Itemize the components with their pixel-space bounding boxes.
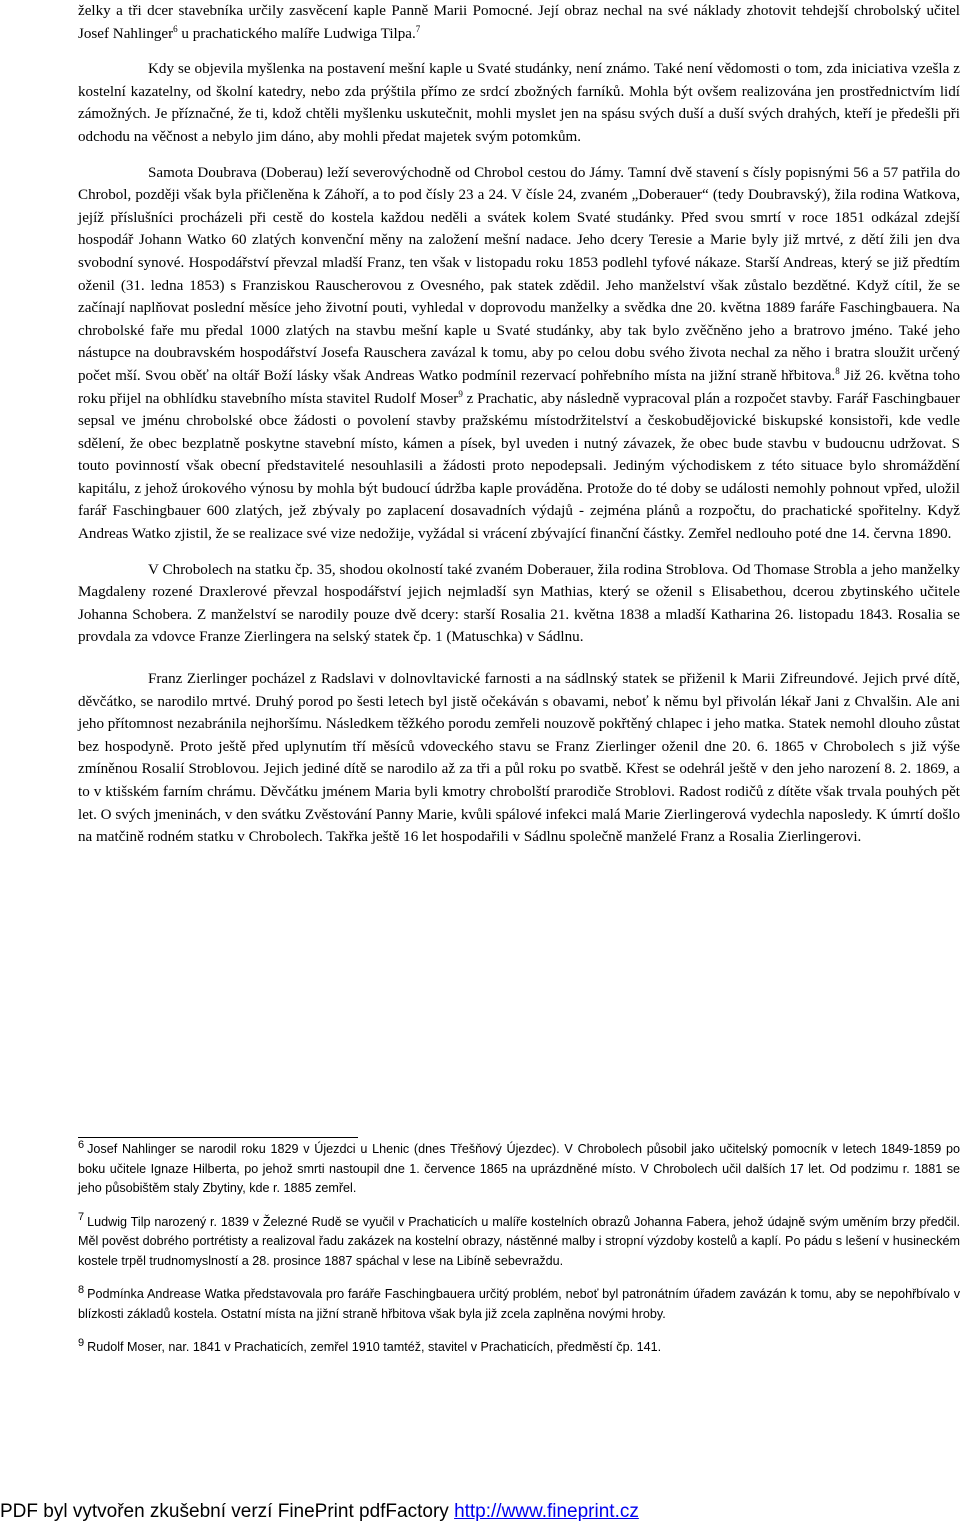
paragraph-3-text-mid: Již 26. května toho roku přijel na obhlídku stavebního místa stavitel Rudolf Moser bbox=[78, 367, 960, 407]
footnote-9 bbox=[78, 1338, 960, 1358]
footnote-text: Podmínka Andrease Watka představovala pro faráře Faschingbauera určitý problém, neboť byl patronátním úřadem zavázán k tomu, aby se nepohřbívalo v blízkosti základů kostela. Ostatní místa na jižní straně hřbitova však byla již zcela zaplněna novými hroby. bbox=[78, 1287, 960, 1321]
footnote-text: Ludwig Tilp narozený r. 1839 v Železné Rudě se vyučil v Prachaticích u malíře kostelních obrazů Johanna Fabera, jehož údajně svým uměním brzy předčil. Měl pověst dobrého portrétisty a realizoval řadu zakázek na kostelní obrazy, nástěnné malby i stropní výzdoby kostelů a kaplí. Po pádu s lešení v husineckém kostele trpěl trudnomyslností a 28. prosince 1887 spáchal v lese na Libíně sebevraždu. bbox=[78, 1214, 960, 1268]
pdf-footer bbox=[0, 1500, 960, 1524]
footnote-7 bbox=[78, 1213, 960, 1272]
paragraph-2: Kdy se objevila myšlenka na postavení mešní kaple u Svaté studánky, není známo. Také není vědomosti o tom, zda iniciativa vzešla z kostelní kazatelny, od školní katedry, nebo zda prýštila přímo ze srdcí zbožných farníků. Mohla být ovšem realizována jen prostřednictvím lidí zámožných. Je příznačné, že ti, kdož chtěli myšlenku uskutečnit, mohli myslet jen na spásu svých duší a duší svých drahých, kteří je předešli při odchodu na věčnost a nebylo jim dáno, aby mohli předat majetek svým potomkům. bbox=[78, 61, 960, 145]
footnote-ref-7[interactable]: 7 bbox=[415, 23, 421, 34]
paragraph-1-text-end: u prachatického malíře Ludwiga Tilpa. bbox=[177, 25, 416, 42]
paragraph-4: V Chrobolech na statku čp. 35, shodou okolností také zvaném Doberauer, žila rodina Stroblova. Od Thomase Strobla a jeho manželky Magdaleny rozené Draxlerové převzal hospodářství jejich nejmladší syn Mathias, který se oženil s Elisabethou, dcerou zbytinského učitele Johanna Schobera. Z manželství se narodily pouze dvě dcery: starší Rosalia 21. května 1838 a mladší Katharina 26. listopadu 1843. Rosalia se provdala za vdovce Franze Zierlingera na selský statek čp. 1 (Matuschka) v Sádlnu. bbox=[78, 561, 960, 646]
footnote-text: Rudolf Moser, nar. 1841 v Prachaticích, zemřel 1910 tamtéž, stavitel v Prachaticích, předměstí čp. 141. bbox=[87, 1340, 662, 1354]
paragraph-1 bbox=[78, 0, 960, 45]
footnote-text: Josef Nahlinger se narodil roku 1829 v Újezdci u Lhenic (dnes Třešňový Újezdec). V Chrobolech působil jako učitelský pomocník v letech 1849-1859 po boku učitele Ignaze Hilberta, po jehož smrti nastoupil dne 1. července 1865 na uprázdněné místo. V Chrobolech učil dalších 17 let. Od podzimu r. 1881 se jeho působištěm staly Zbytiny, kde r. 1885 zemřel. bbox=[78, 1142, 960, 1195]
footnote-8 bbox=[78, 1285, 960, 1324]
footnote-ref-8[interactable]: 8 bbox=[835, 365, 840, 376]
footer-text: PDF byl vytvořen zkušební verzí FinePrint pdfFactory bbox=[0, 1501, 449, 1522]
footnote-number: 7 bbox=[78, 1211, 85, 1224]
footnote-number: 6 bbox=[78, 1138, 85, 1151]
paragraph-3-text-end: z Prachatic, aby následně vypracoval plán a rozpočet stavby. Farář Faschingbauer sepsal ve jménu chrobolské obce žádosti o povolení stavby pražskému místodržitelství a českobudějovické biskupské konsistoři, kde vedle sdělení, že obec bezplatně poskytne stavební místo, kámen a písek, byl uveden i nutný závazek, že obec bude stavbu v budoucnu udržovat. S touto povinností však obecní představitelé nesouhlasili a žádosti proto nepodepsali. Jediným východiskem z této situace bylo shromáždění kapitálu, z jehož úrokového výnosu by mohla být budoucí údržba kaple prováděna. Protože do té doby se události nemohly pohnout vpřed, uložil farář Faschingbauer 600 zlatých, jež zbývaly po zaplacení dosavadních výdajů - zejména plánů a rozpočtu, do prachatické spořitelny. Když Andreas Watko zjistil, že se realizace své vize nedožije, vyžádal si vrácení zbývající finanční částky. Zemřel nedlouho poté dne 14. června 1890. bbox=[78, 390, 960, 543]
paragraph-5: Franz Zierlinger pocházel z Radslavi v dolnovltavické farnosti a na sádlnský statek se přiženil k Marii Zifreundové. Jejich prvé dítě, děvčátko, se narodilo mrtvé. Druhý porod po šesti letech byl jistě očekáván s obavami, neboť k němu byl přivolán lékař Jani z Chvalšin. Ale ani jeho přítomnost nezabránila nejhoršímu. Následkem těžkého porodu zemřeli nouzově pokřtěný chlapec i jeho matka. Statek nemohl dlouho zůstat bez hospodyně. Proto ještě před uplynutím tří měsíců vdoveckého stavu se Franz Zierlinger oženil dne 20. 6. 1865 v Chrobolech s již výše zmíněnou Rosalií Stroblovou. Jejich jediné dítě se narodilo až za tři a půl roku po svatbě. Křest se odehrál ještě v den jeho narození 8. 2. 1869, a to v ktišském farním chrámu. Děvčátku jménem Maria byli kmotry chrobolští prarodiče Stroblovi. Radost rodičů z dítěte však trvala pouhých pět let. O svých jmeninách, v den svátku Zvěstování Panny Marie, kvůli spálové infekci malá Marie Zierlingerová vydechla naposledy. K úmrtí došlo na matčině rodném statku v Chrobolech. Takřka ještě 16 let hospodařili v Sádlnu společně manželé Franz a Rosalia Zierlingerovi. bbox=[78, 671, 960, 846]
footnote-number: 9 bbox=[78, 1336, 85, 1349]
footnote-ref-9[interactable]: 9 bbox=[458, 388, 463, 399]
footnote-ref-6[interactable]: 6 bbox=[173, 23, 178, 34]
paragraph-3 bbox=[78, 162, 960, 546]
footnote-6 bbox=[78, 1140, 960, 1199]
paragraph-3-text: Samota Doubrava (Doberau) leží severovýchodně od Chrobol cestou do Jámy. Tamní dvě stavení s čísly popisnými 56 a 57 patřila do Chrobol, později však byla přičleněna k Záhoří, a to pod čísly 23 a 24. V čísle 24, zvaném „Doberauer“ (tedy Doubravský), žila rodina Watkova, jejíž příslušníci procházeli při cestě do kostela každou neděli a svátek kolem Svaté studánky. Před svou smrtí v roce 1851 odkázal zdejší hospodář Johann Watko 60 zlatých konvenční měny na založení mešní nadace. Jeho dcery Teresie a Marie byly již mrtvé, z dětí žili jen dva svobodní synové. Hospodářství převzal mladší Franz, ten však v listopadu roku 1853 podlehl tyfové nákaze. Starší Andreas, který se již předtím oženil (31. ledna 1853) s Franziskou Rauscherovou z Ovesného, pak statek zdědil. Jeho manželství však zůstalo bezdětné. Když cítil, že se začínají naplňovat poslední měsíce jeho životní pouti, vyhledal v doprovodu manželky a svědka dne 20. května 1889 faráře Faschingbauera. Na chrobolské faře mu předal 1000 zlatých na stavbu mešní kaple u Svaté studánky, aby tak bylo zvěčněno jeho a bratrovo jméno. Také jeho nástupce na doubravském hospodářství Josefa Rauschera zavázal k tomu, aby po celou dobu svého života nechal za něho i bratra sloužit určený počet mší. Svou oběť na oltář Boží lásky však Andreas Watko podmínil rezervací pohřebního místa na jižní straně hřbitova. bbox=[78, 164, 960, 384]
paragraph-1-text: želky a tři dcer stavebníka určily zasvěcení kaple Panně Marii Pomocné. Její obraz nechal na své náklady zhotovit tehdejší chrobolský učitel Josef Nahlinger bbox=[78, 3, 960, 42]
footnote-divider bbox=[78, 1137, 358, 1138]
footnote-number: 8 bbox=[78, 1283, 85, 1296]
fineprint-link[interactable]: http://www.fineprint.cz bbox=[454, 1501, 639, 1522]
footnotes bbox=[78, 1140, 960, 1372]
document-page bbox=[78, 0, 960, 1532]
